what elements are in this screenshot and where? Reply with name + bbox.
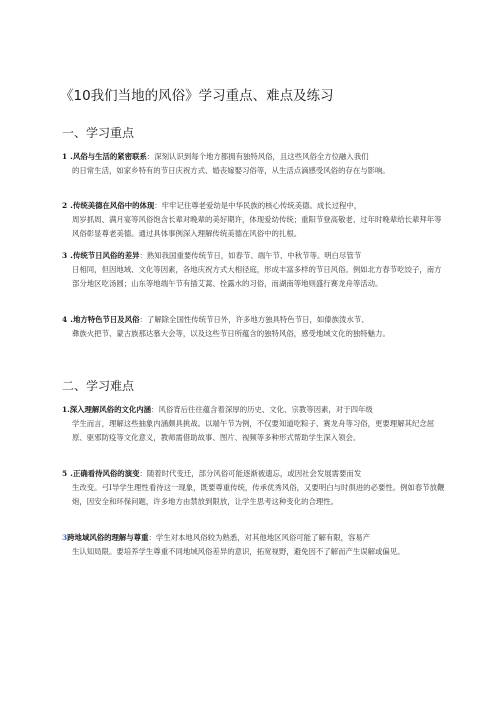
item-number: 3 xyxy=(62,251,68,260)
key-point-item xyxy=(62,199,446,242)
item-lead: .地方特色节日及风俗 xyxy=(70,315,140,324)
difficulty-item xyxy=(62,467,446,510)
difficulty-item xyxy=(62,403,446,446)
item-number: 2 xyxy=(62,201,68,210)
document-title: 《10我们当地的风俗》学习重点、难点及练习 xyxy=(60,88,334,104)
item-text: ：深刻认识到每个地方都拥有独特风俗，且这些风俗全方位融入我们 xyxy=(146,152,369,161)
item-lead: 深入理解风俗的文化内涵 xyxy=(69,405,152,414)
key-point-item xyxy=(62,249,446,292)
item-lead: 跨地域风俗的理解与尊重 xyxy=(67,533,149,542)
item-text-continued: 的日常生活，如家乡特有的节日庆祝方式、婚丧嫁娶习俗等，从生活点滴感受风俗的存在与影响。 xyxy=(72,166,390,176)
item-lead: .风俗与生活的紧密联系 xyxy=(70,152,147,161)
item-lead: .传统节日风俗的差异 xyxy=(70,251,140,260)
item-text-continued: 周岁抓周、满月宴等风俗饱含长辈对晚辈的美好期许，体现爱幼传统；重阳节登高敬老、过年时晚辈给长辈拜年等风俗彰显尊老美德。通过具体事例深入理解传统美德在风俗中的扎根。 xyxy=(72,215,442,239)
item-lead: .传统美德在风俗中的体现 xyxy=(70,201,155,210)
item-text: ：牢牢记住尊老爱幼是中华民族的核心传统美德。成长过程中， xyxy=(154,201,362,210)
key-point-item xyxy=(62,150,446,178)
item-number: 4 xyxy=(62,315,68,324)
item-text-continued: 彝族火把节、蒙古族那达慕大会等，以及这些节日所蕴含的独特风俗，感受地域文化的独特魅力。 xyxy=(72,329,390,339)
item-lead: .正确看待风俗的演变 xyxy=(70,469,140,478)
item-text-continued: 生认知局限。要培养学生尊重不同地域风俗差异的意识，拓宽视野，避免因不了解而产生误解或偏见。 xyxy=(72,547,405,557)
difficulty-item xyxy=(62,531,446,559)
item-text-continued: 学生而言，理解这些抽象内涵颇具挑战。以端午节为例，不仅要知道吃粽子、赛龙舟等习俗，更要理解其纪念屈原、驱邪防疫等文化意义，教师需借助故事、图片、视频等多种形式帮助学生深入领会。 xyxy=(72,419,435,443)
item-number: 1 xyxy=(62,152,68,161)
item-text: ：熟知我国重要传统节日，如春节、端午节、中秋节等。明白尽管节 xyxy=(139,251,362,260)
section-heading-key-points: 一、学习重点 xyxy=(62,126,135,140)
item-text: ：风俗背后往往蕴含着深厚的历史、文化、宗教等因素，对于四年级 xyxy=(151,405,373,414)
item-text: ：了解除全国性传统节日外，许多地方独具特色节日，如傣族泼水节、 xyxy=(139,315,369,324)
key-point-item xyxy=(62,313,446,341)
section-heading-difficulties: 二、学习难点 xyxy=(62,379,135,393)
item-text-continued: 生改变。弓I导学生理性看待这一现象，既要尊重传统，传承优秀风俗，又要明白与时俱进的必要性。例如春节放鞭炮，因安全和环保问题，许多地方由禁放到限放，让学生思考这种变化的合理性。 xyxy=(72,483,445,507)
item-number: 3 xyxy=(62,533,68,542)
item-text: ：学生对本地风俗较为熟悉，对其他地区风俗可能了解有限，容易产 xyxy=(148,533,371,542)
item-text-continued: 日相同，但因地域、文化等因素，各地庆祝方式大相径庭，形成丰富多样的节日风俗。例如北方春节吃饺子，南方部分地区吃汤圆；山东等地端午节有插艾蒿、拴露水的习俗，而湖南等地则盛行赛龙舟等活动。 xyxy=(72,265,442,289)
item-number: 5 xyxy=(62,469,68,478)
item-number: 1. xyxy=(62,405,70,414)
item-text: ：随着时代变迁，部分风俗可能逐渐被遗忘，或因社会发展需要而发 xyxy=(139,469,362,478)
